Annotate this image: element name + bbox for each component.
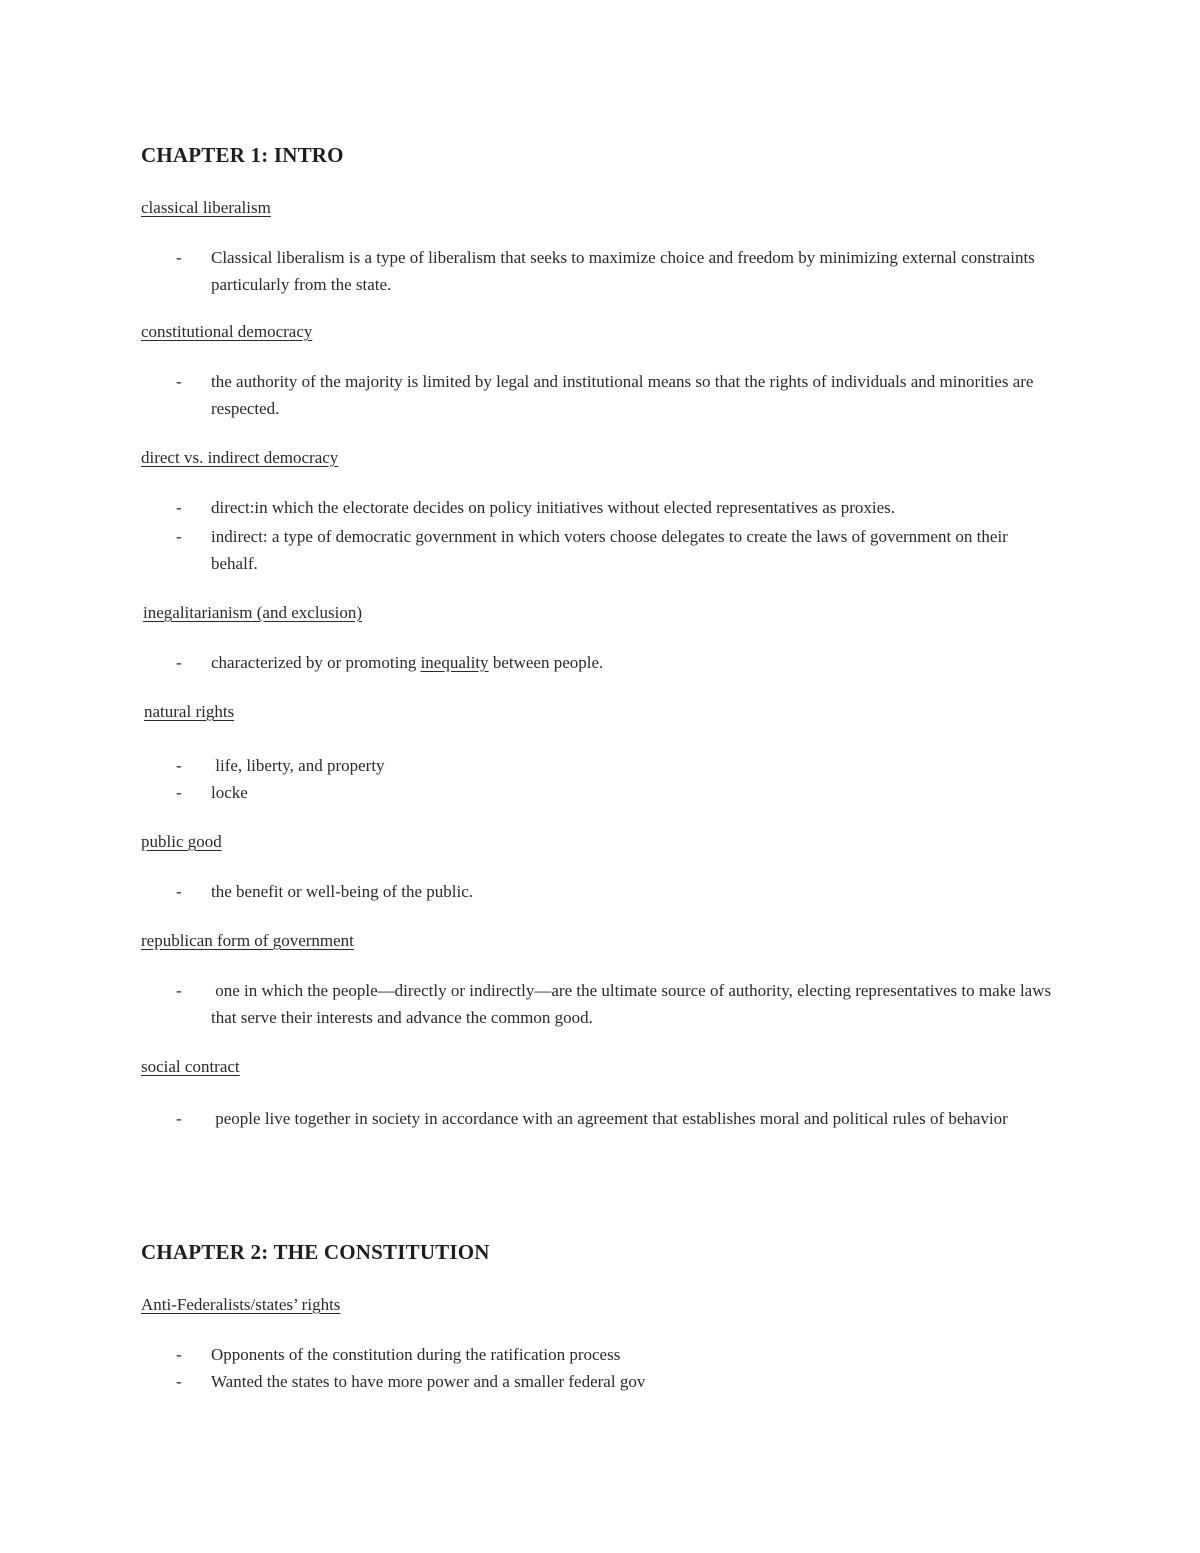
- bullet-constitutional-democracy: [176, 368, 1056, 422]
- bullet-text-after: between people.: [488, 653, 604, 672]
- bullet-text: locke: [211, 783, 248, 802]
- bullet-dash: -: [176, 981, 182, 1000]
- bullet-natural-rights-locke: [176, 779, 1056, 806]
- bullet-dash: -: [176, 1372, 182, 1391]
- bullet-text: [211, 649, 1056, 676]
- term-inegalitarianism: inegalitarianism (and exclusion): [143, 603, 363, 622]
- bullet-text: direct:in which the electorate decides on policy initiatives without elected representatives as proxies.: [211, 498, 896, 517]
- bullet-social-contract: [176, 1105, 1056, 1132]
- bullet-text: life, liberty, and property: [211, 756, 385, 775]
- bullet-dash: -: [176, 783, 182, 802]
- term-anti-federalists: Anti-Federalists/states’ rights: [141, 1295, 341, 1314]
- term-social-contract: social contract: [141, 1057, 240, 1076]
- bullet-natural-rights-life: [176, 752, 1056, 779]
- bullet-text: the benefit or well-being of the public.: [211, 882, 473, 901]
- bullet-text: Wanted the states to have more power and a smaller federal gov: [211, 1372, 646, 1391]
- bullet-text: the authority of the majority is limited by legal and institutional means so that the rights of individuals and minorities are respected.: [211, 372, 1034, 418]
- bullet-text: Opponents of the constitution during the ratification process: [211, 1345, 621, 1364]
- term-public-good: public good: [141, 832, 222, 851]
- bullet-public-good: [176, 878, 1056, 905]
- bullet-dash: -: [176, 248, 182, 267]
- bullet-text-before: characterized by or promoting: [211, 653, 421, 672]
- bullet-anti-federalists-states-power: [176, 1368, 1056, 1395]
- term-republican-form-of-government: republican form of government: [141, 931, 354, 950]
- bullet-dash: -: [176, 498, 182, 517]
- bullet-dash: -: [176, 756, 182, 775]
- bullet-dash: -: [176, 882, 182, 901]
- bullet-dash: -: [176, 372, 182, 391]
- chapter-1-title: CHAPTER 1: INTRO: [141, 143, 344, 167]
- chapter-2-title: CHAPTER 2: THE CONSTITUTION: [141, 1240, 490, 1264]
- bullet-text: one in which the people—directly or indirectly—are the ultimate source of authority, electing representatives to make laws that serve their interests and advance the common good.: [211, 981, 1056, 1027]
- bullet-republican-government: [176, 977, 1056, 1031]
- bullet-text: Classical liberalism is a type of liberalism that seeks to maximize choice and freedom by minimizing external constraints particularly from the state.: [211, 248, 1035, 294]
- inequality-link[interactable]: inequality: [420, 653, 489, 672]
- bullet-dash: -: [176, 527, 182, 546]
- bullet-dash: -: [176, 1345, 182, 1364]
- bullet-inegalitarianism: [176, 649, 1056, 676]
- term-constitutional-democracy: constitutional democracy: [141, 322, 313, 341]
- term-direct-vs-indirect-democracy: direct vs. indirect democracy: [141, 448, 339, 467]
- bullet-direct-democracy: [176, 494, 1056, 521]
- bullet-text: indirect: a type of democratic government in which voters choose delegates to create the laws of government on their behalf.: [211, 527, 1008, 573]
- term-natural-rights: natural rights: [144, 702, 235, 721]
- bullet-indirect-democracy: [176, 523, 1056, 577]
- bullet-dash: -: [176, 1109, 182, 1128]
- bullet-text: people live together in society in accordance with an agreement that establishes moral and political rules of behavior: [211, 1109, 1008, 1128]
- bullet-classical-liberalism: [176, 244, 1056, 298]
- bullet-dash: -: [176, 653, 182, 672]
- bullet-anti-federalists-opponents: [176, 1341, 1056, 1368]
- term-classical-liberalism: classical liberalism: [141, 198, 271, 217]
